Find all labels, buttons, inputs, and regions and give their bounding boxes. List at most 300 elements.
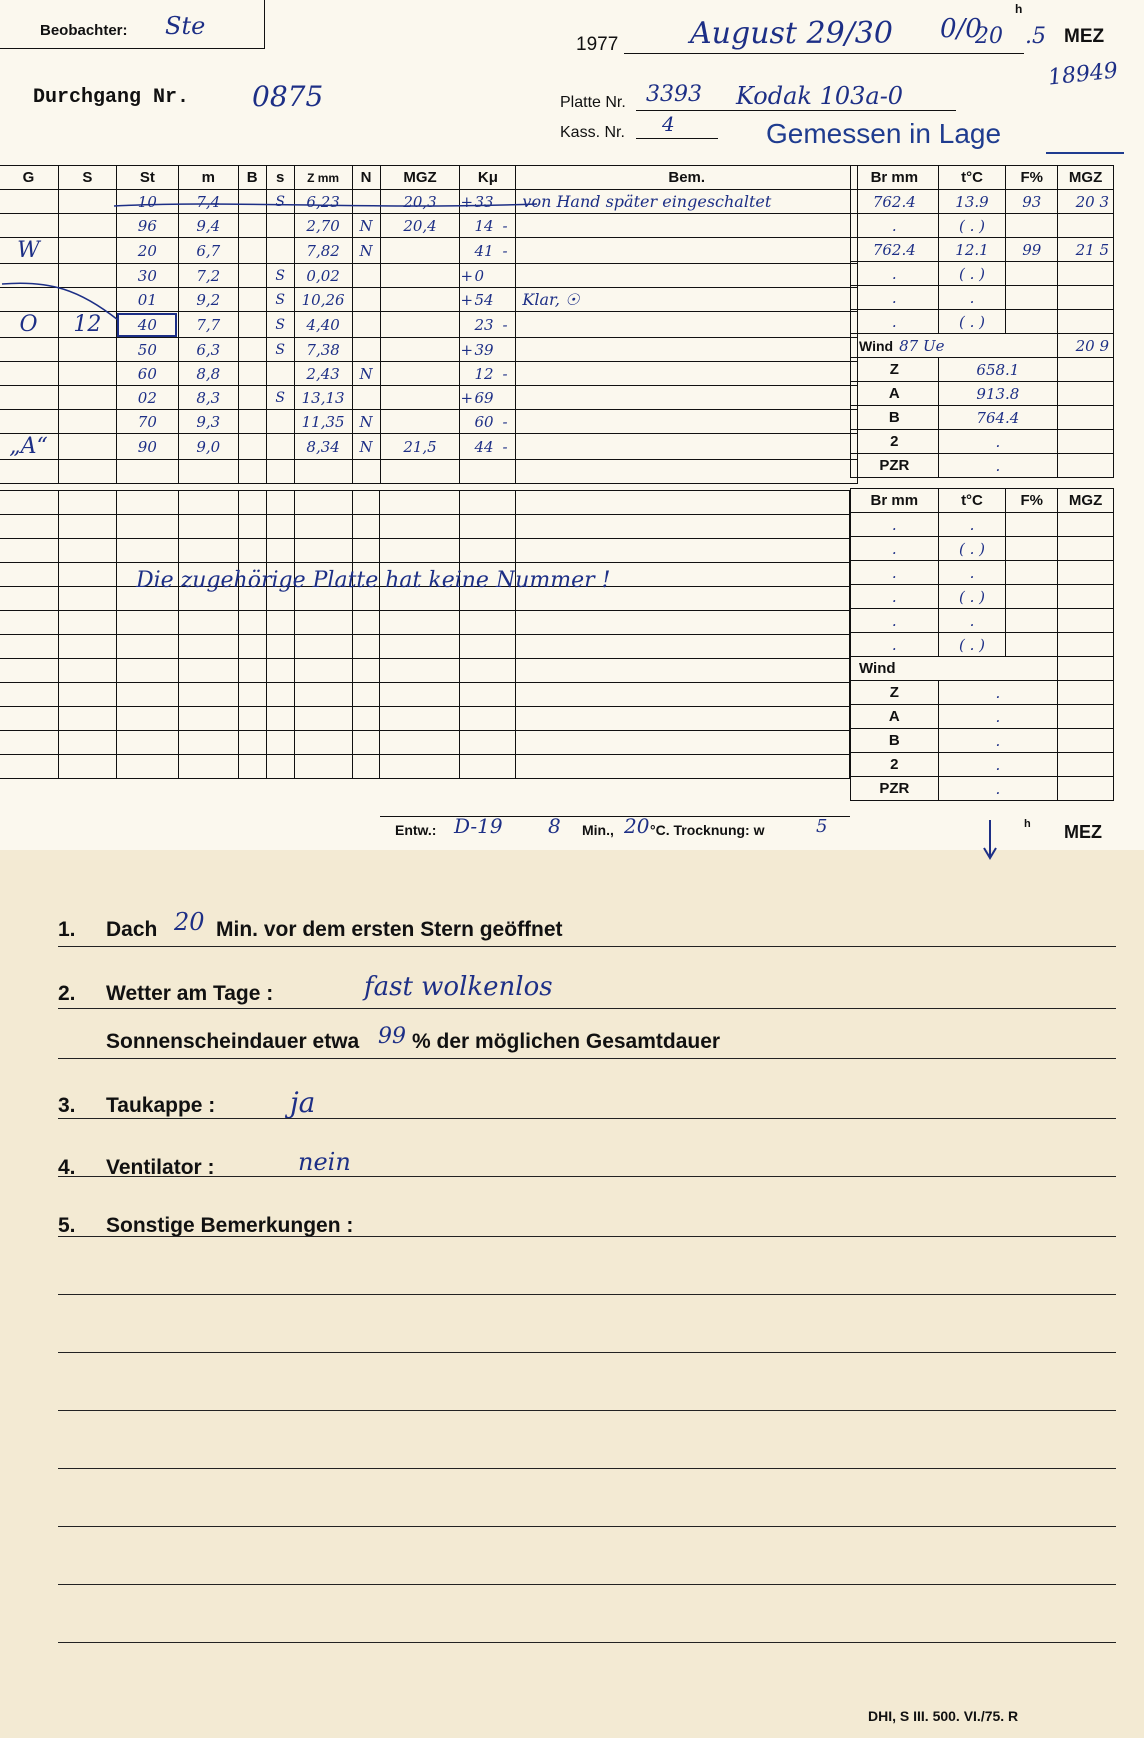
extra-value: . <box>938 777 1058 801</box>
remark-line-2 <box>58 1352 1116 1353</box>
time-min: .5 <box>1025 24 1046 49</box>
cell-mgz <box>380 386 460 410</box>
cell-empty <box>58 491 116 515</box>
w-br: . <box>851 561 939 585</box>
cell-empty <box>0 635 58 659</box>
w-mgz <box>1058 561 1114 585</box>
cell-empty <box>58 611 116 635</box>
cell-empty <box>58 683 116 707</box>
extra-value: . <box>938 705 1058 729</box>
wind-cell <box>851 334 1058 358</box>
cell-k <box>460 312 516 338</box>
cell-st: 40 <box>116 312 178 338</box>
q1-label-a: Dach <box>106 918 158 941</box>
plate-underline <box>636 110 956 111</box>
development-row <box>380 816 850 845</box>
cell-empty <box>352 683 380 707</box>
cell-empty <box>116 707 178 731</box>
cell-empty <box>352 491 380 515</box>
cell-empty <box>0 731 58 755</box>
extra-value: . <box>938 753 1058 777</box>
cell-empty <box>352 460 380 484</box>
cell-empty <box>0 563 58 587</box>
w-t: ( . ) <box>938 214 1006 238</box>
cell-g <box>0 386 58 410</box>
cell-mgz <box>380 362 460 386</box>
cell-empty <box>460 731 516 755</box>
cell-empty <box>58 659 116 683</box>
cell-mgz <box>380 264 460 288</box>
plate-label: Platte Nr. <box>560 94 626 111</box>
k-value: 14 <box>474 216 494 235</box>
w-br: 762.4 <box>851 190 939 214</box>
cell-empty <box>352 611 380 635</box>
cell-empty <box>238 683 266 707</box>
extra-label: B <box>851 729 939 753</box>
cell-s <box>58 190 116 214</box>
cell-empty <box>460 539 516 563</box>
cell-empty <box>116 515 178 539</box>
cell-mgz: 20,3 <box>380 190 460 214</box>
cell-z: 11,35 <box>294 410 352 434</box>
k-minus: - <box>502 412 508 431</box>
cell-g <box>0 410 58 434</box>
weather-table-bottom <box>850 488 1114 801</box>
k-value: 44 <box>474 437 494 456</box>
weather-table-top <box>850 165 1114 478</box>
cell-empty <box>380 731 460 755</box>
cell-small-s: S <box>266 312 294 338</box>
w-f: 93 <box>1006 190 1058 214</box>
cell-empty <box>178 707 238 731</box>
table-row <box>0 338 858 362</box>
table-row <box>0 539 850 563</box>
col-header-bem: Bem. <box>516 166 858 190</box>
w-t: . <box>938 609 1006 633</box>
cell-g: O <box>0 312 58 338</box>
cell-z: 10,26 <box>294 288 352 312</box>
cell-k <box>460 264 516 288</box>
cell-empty <box>516 611 850 635</box>
wh-mgz: MGZ <box>1058 166 1114 190</box>
w-t: ( . ) <box>938 537 1006 561</box>
cell-empty <box>294 635 352 659</box>
cell-empty <box>352 659 380 683</box>
weather-extra-row <box>851 777 1114 801</box>
table-row <box>0 214 858 238</box>
extra-value: . <box>938 454 1058 478</box>
cell-empty <box>58 587 116 611</box>
time-zone: MEZ <box>1064 26 1105 47</box>
whb-mgz: MGZ <box>1058 489 1114 513</box>
col-header-mgz: MGZ <box>380 166 460 190</box>
cell-mgz: 21,5 <box>380 434 460 460</box>
cell-k <box>460 386 516 410</box>
w-br: . <box>851 513 939 537</box>
k-minus: - <box>502 216 508 235</box>
cell-empty <box>294 755 352 779</box>
cell-b <box>238 362 266 386</box>
q2b-label-a: Sonnenscheindauer etwa <box>106 1030 360 1053</box>
q2-label: Wetter am Tage : <box>106 982 274 1005</box>
k-sign: + <box>460 290 474 309</box>
cell-st: 50 <box>116 338 178 362</box>
cell-empty <box>178 539 238 563</box>
cell-empty <box>266 683 294 707</box>
cell-empty <box>352 731 380 755</box>
cell-bem <box>516 386 858 410</box>
cell-empty <box>352 707 380 731</box>
archive-number: 18949 <box>1046 58 1120 91</box>
col-header-n: N <box>352 166 380 190</box>
cell-m: 7,7 <box>178 312 238 338</box>
cell-empty <box>516 755 850 779</box>
cell-g <box>0 338 58 362</box>
cell-z: 8,34 <box>294 434 352 460</box>
w-br: . <box>851 633 939 657</box>
weather-header-row <box>851 166 1114 190</box>
cell-bem: von Hand später eingeschaltet <box>516 190 858 214</box>
cell-empty <box>266 491 294 515</box>
weather-row <box>851 286 1114 310</box>
wind-label: Wind <box>859 337 894 354</box>
cell-empty <box>380 659 460 683</box>
observer-value: Ste <box>165 12 206 40</box>
cell-k <box>460 288 516 312</box>
extra-value: 764.4 <box>938 406 1058 430</box>
k-minus: - <box>502 364 508 383</box>
cell-empty <box>380 611 460 635</box>
extra-empty <box>1058 681 1114 705</box>
cell-empty <box>116 731 178 755</box>
table-row <box>0 386 858 410</box>
cell-b <box>238 264 266 288</box>
extra-empty <box>1058 358 1114 382</box>
weather-header-row-bottom <box>851 489 1114 513</box>
cell-empty <box>238 635 266 659</box>
cell-n: N <box>352 238 380 264</box>
w-mgz <box>1058 609 1114 633</box>
curve-mark <box>0 270 130 330</box>
cell-empty <box>0 515 58 539</box>
w-br: 762.4 <box>851 238 939 262</box>
w-f <box>1006 633 1058 657</box>
cell-empty <box>380 683 460 707</box>
cell-empty <box>516 683 850 707</box>
cell-empty <box>0 755 58 779</box>
weather-row <box>851 585 1114 609</box>
cell-empty <box>58 539 116 563</box>
cell-st: 20 <box>116 238 178 264</box>
cell-empty <box>516 515 850 539</box>
weather-row <box>851 238 1114 262</box>
q2-number: 2. <box>58 982 76 1005</box>
extra-label: A <box>851 382 939 406</box>
year: 1977 <box>576 34 619 55</box>
wind-row <box>851 334 1114 358</box>
w-f <box>1006 262 1058 286</box>
w-br: . <box>851 310 939 334</box>
k-sign: + <box>460 192 474 211</box>
cell-mgz: 20,4 <box>380 214 460 238</box>
col-header-st: St <box>116 166 178 190</box>
cell-m: 7,4 <box>178 190 238 214</box>
k-value: 41 <box>474 241 494 260</box>
cell-g <box>0 214 58 238</box>
q3-value: ja <box>290 1086 316 1119</box>
w-mgz: 20 3 <box>1058 190 1114 214</box>
cell-m: 6,7 <box>178 238 238 264</box>
footer-h: h <box>1024 818 1031 830</box>
remark-line-3 <box>58 1410 1116 1411</box>
temp-value: 20 <box>624 814 650 838</box>
whb-t: t°C <box>938 489 1006 513</box>
table-row <box>0 755 850 779</box>
k-value: 60 <box>474 412 494 431</box>
wind-label-bottom: Wind <box>851 657 1058 681</box>
extra-empty <box>1058 777 1114 801</box>
cell-empty <box>460 683 516 707</box>
col-header-k: Kμ <box>460 166 516 190</box>
cell-empty <box>352 539 380 563</box>
extra-label: Z <box>851 681 939 705</box>
weather-extra-row <box>851 705 1114 729</box>
weather-extra-row <box>851 406 1114 430</box>
cell-b <box>238 410 266 434</box>
cell-empty <box>460 707 516 731</box>
cell-empty <box>380 539 460 563</box>
cell-m: 9,2 <box>178 288 238 312</box>
cell-empty <box>294 491 352 515</box>
cell-m: 9,3 <box>178 410 238 434</box>
cell-g <box>0 362 58 386</box>
cell-empty <box>238 515 266 539</box>
remark-line-5 <box>58 1526 1116 1527</box>
w-t: . <box>938 286 1006 310</box>
cell-empty <box>0 707 58 731</box>
cell-empty <box>266 707 294 731</box>
extra-label: 2 <box>851 430 939 454</box>
cell-m: 8,3 <box>178 386 238 410</box>
w-f <box>1006 286 1058 310</box>
k-value: 0 <box>474 266 485 285</box>
cell-n <box>352 312 380 338</box>
cell-empty <box>352 755 380 779</box>
k-sign: + <box>460 266 474 285</box>
cell-mgz <box>380 338 460 362</box>
k-value: 69 <box>474 388 494 407</box>
cell-s <box>58 434 116 460</box>
cell-k <box>460 434 516 460</box>
cell-st: 70 <box>116 410 178 434</box>
down-arrow-icon <box>982 818 998 862</box>
col-header-g: G <box>0 166 58 190</box>
extra-value: . <box>938 681 1058 705</box>
cell-empty <box>178 659 238 683</box>
cell-st: 01 <box>116 288 178 312</box>
cell-empty <box>0 659 58 683</box>
w-t: 13.9 <box>938 190 1006 214</box>
cell-empty <box>460 635 516 659</box>
w-f <box>1006 310 1058 334</box>
cell-empty <box>0 539 58 563</box>
cell-empty <box>516 491 850 515</box>
col-header-b: B <box>238 166 266 190</box>
remark-line-1 <box>58 1294 1116 1295</box>
col-header-z: Z mm <box>294 166 352 190</box>
cell-bem <box>516 264 858 288</box>
w-mgz <box>1058 262 1114 286</box>
weather-extra-row <box>851 729 1114 753</box>
k-value: 33 <box>474 192 494 211</box>
w-mgz <box>1058 310 1114 334</box>
cell-empty <box>266 755 294 779</box>
cell-n: N <box>352 434 380 460</box>
cell-z: 7,82 <box>294 238 352 264</box>
cell-empty <box>460 659 516 683</box>
cell-empty <box>266 611 294 635</box>
weather-extra-row <box>851 358 1114 382</box>
observation-table-lower <box>0 490 850 779</box>
cell-k <box>460 362 516 386</box>
cell-m: 9,0 <box>178 434 238 460</box>
cell-z: 7,38 <box>294 338 352 362</box>
cell-empty <box>460 755 516 779</box>
extra-label: A <box>851 705 939 729</box>
cell-m: 6,3 <box>178 338 238 362</box>
k-value: 12 <box>474 364 494 383</box>
table-row <box>0 460 858 484</box>
w-br: . <box>851 609 939 633</box>
cell-bem <box>516 410 858 434</box>
q1-number: 1. <box>58 918 76 941</box>
cell-empty <box>294 611 352 635</box>
cell-k <box>460 238 516 264</box>
cell-n <box>352 338 380 362</box>
table-row <box>0 611 850 635</box>
cell-empty <box>116 539 178 563</box>
w-mgz <box>1058 537 1114 561</box>
cell-mgz <box>380 410 460 434</box>
cell-s <box>58 214 116 238</box>
weather-row <box>851 609 1114 633</box>
cell-empty <box>178 515 238 539</box>
cell-small-s <box>266 362 294 386</box>
cell-empty <box>0 683 58 707</box>
passage-label: Durchgang Nr. <box>33 86 190 109</box>
time-hour: 20 <box>975 24 1003 49</box>
cell-empty <box>516 659 850 683</box>
time-hand: 0/0 <box>940 14 982 44</box>
wind-value: 87 Ue <box>899 336 945 355</box>
w-t: . <box>938 561 1006 585</box>
extra-label: PZR <box>851 454 939 478</box>
extra-empty <box>1058 729 1114 753</box>
cell-empty <box>380 755 460 779</box>
cell-b <box>238 238 266 264</box>
cell-empty <box>58 731 116 755</box>
cell-empty <box>516 731 850 755</box>
wind-mgz-bottom <box>1058 657 1114 681</box>
weather-row <box>851 633 1114 657</box>
q2b-value: 99 <box>378 1024 406 1049</box>
cell-empty <box>380 491 460 515</box>
cell-small-s: S <box>266 190 294 214</box>
k-sign: + <box>460 340 474 359</box>
w-t: . <box>938 513 1006 537</box>
k-minus: - <box>502 437 508 456</box>
w-mgz <box>1058 286 1114 310</box>
cell-z: 4,40 <box>294 312 352 338</box>
weather-row <box>851 537 1114 561</box>
plate-type: Kodak 103a-0 <box>736 82 904 110</box>
weather-extra-row <box>851 454 1114 478</box>
temp-label: °C. Trocknung: w <box>650 822 765 838</box>
cell-empty <box>238 491 266 515</box>
plate-value: 3393 <box>646 82 702 107</box>
w-mgz <box>1058 214 1114 238</box>
cell-empty <box>516 635 850 659</box>
cass-label: Kass. Nr. <box>560 124 625 141</box>
cell-bem <box>516 238 858 264</box>
cell-empty <box>294 659 352 683</box>
strike-line <box>112 196 542 216</box>
cell-empty <box>516 539 850 563</box>
w-br: . <box>851 214 939 238</box>
cell-k <box>460 410 516 434</box>
cell-n: N <box>352 362 380 386</box>
cell-empty <box>178 755 238 779</box>
extra-empty <box>1058 753 1114 777</box>
w-mgz <box>1058 585 1114 609</box>
cell-empty <box>266 635 294 659</box>
cell-g: „A“ <box>0 434 58 460</box>
measured-stamp: Gemessen in Lage <box>766 118 1002 149</box>
cell-b <box>238 214 266 238</box>
extra-label: PZR <box>851 777 939 801</box>
cell-n: N <box>352 410 380 434</box>
cell-st: 96 <box>116 214 178 238</box>
cell-empty <box>0 587 58 611</box>
q5-number: 5. <box>58 1214 76 1237</box>
w-br: . <box>851 585 939 609</box>
cell-empty <box>460 611 516 635</box>
cell-empty <box>380 515 460 539</box>
table-row <box>0 683 850 707</box>
cell-s <box>58 238 116 264</box>
w-t: ( . ) <box>938 585 1006 609</box>
form-id: DHI, S III. 500. VI./75. R <box>868 1708 1019 1724</box>
stamp-underline <box>1046 152 1124 154</box>
entw-label: Entw.: <box>395 822 437 838</box>
whb-f: F% <box>1006 489 1058 513</box>
q1-value: 20 <box>174 908 205 936</box>
cell-empty <box>352 515 380 539</box>
extra-label: 2 <box>851 753 939 777</box>
q4-value: nein <box>298 1148 351 1176</box>
cell-empty <box>294 460 352 484</box>
extra-value: 658.1 <box>938 358 1058 382</box>
cell-st: 60 <box>116 362 178 386</box>
w-t: 12.1 <box>938 238 1006 262</box>
k-value: 23 <box>474 315 494 334</box>
cell-k <box>460 338 516 362</box>
cell-empty <box>294 683 352 707</box>
cell-empty <box>380 707 460 731</box>
cell-empty <box>58 635 116 659</box>
extra-empty <box>1058 454 1114 478</box>
cell-empty <box>238 659 266 683</box>
